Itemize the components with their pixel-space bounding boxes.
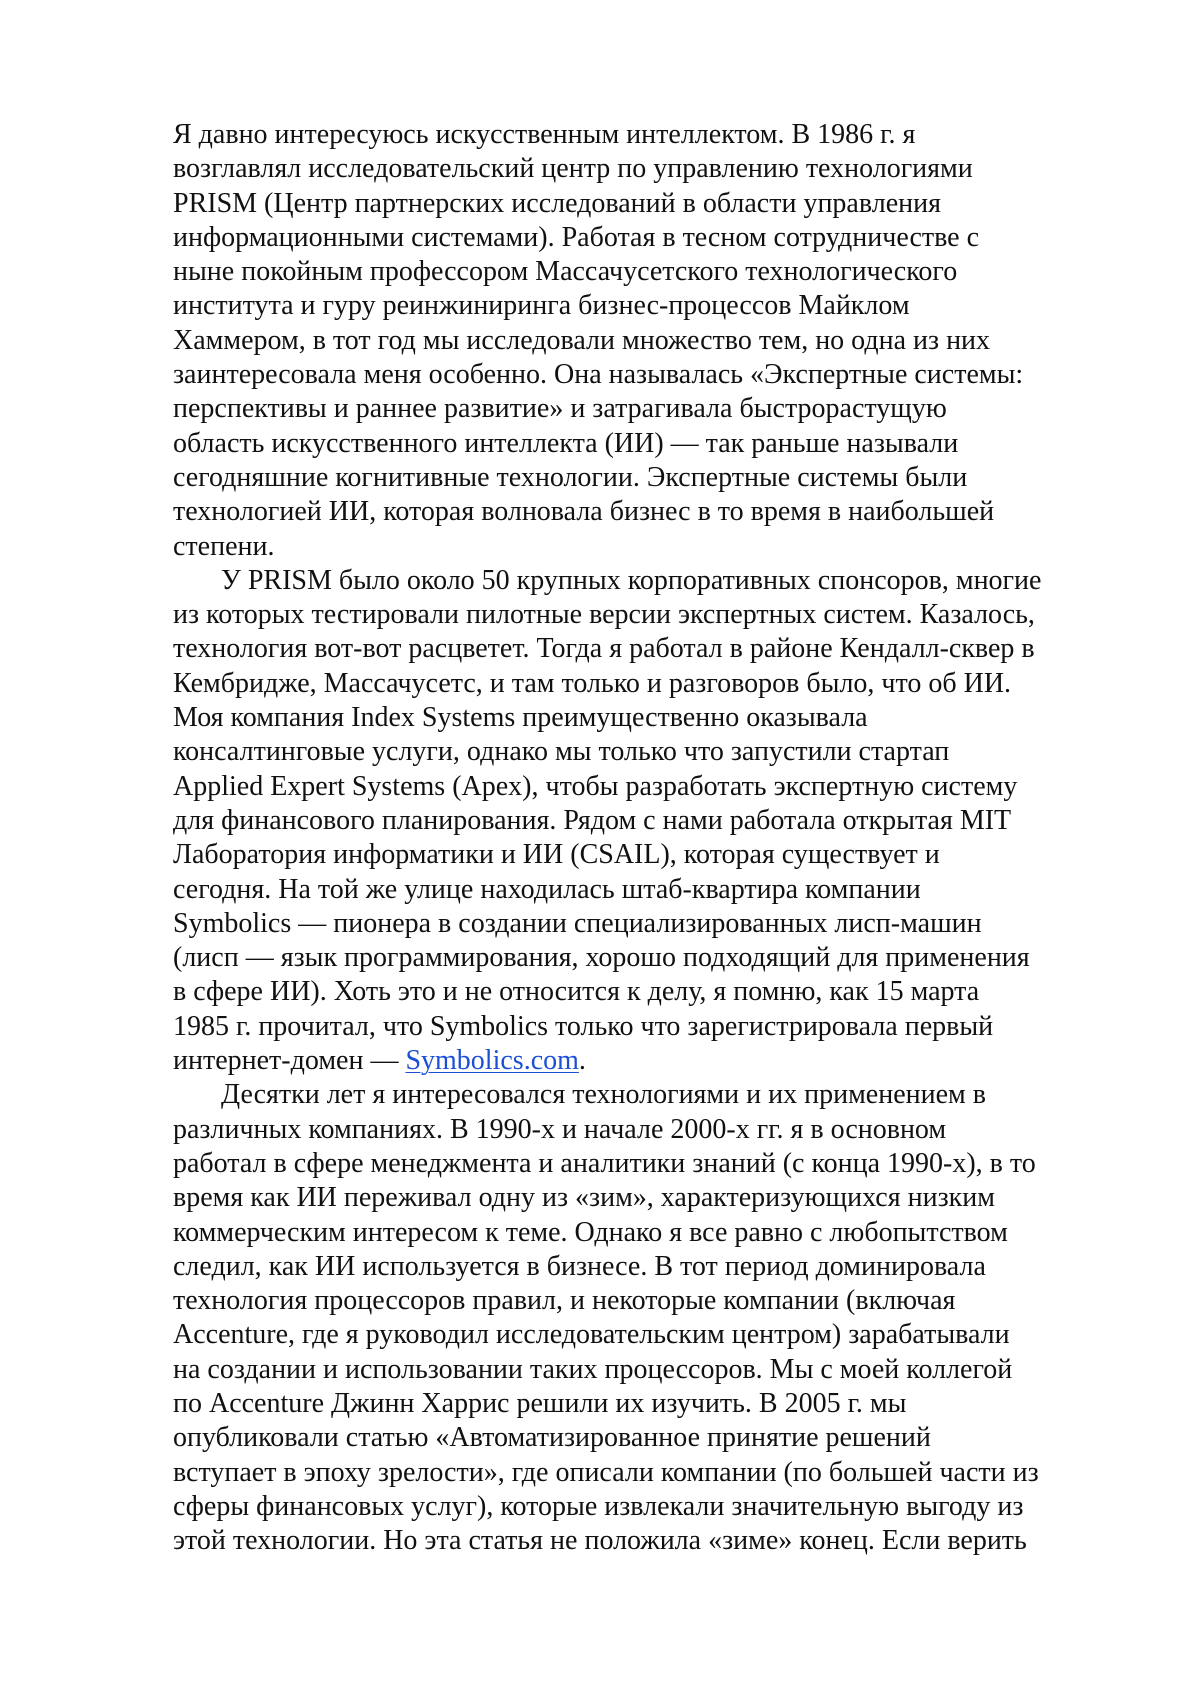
text-line: по Accenture Джинн Харрис решили их изучить. В 2005 г. мы bbox=[173, 1387, 907, 1419]
text-line: института и гуру реинжиниринга бизнес-процессов Майклом bbox=[173, 290, 910, 322]
paragraph-3 bbox=[173, 1078, 1123, 1558]
text-fragment: интернет-домен — bbox=[173, 1045, 406, 1077]
text-line: Моя компания Index Systems преимущественно оказывала bbox=[173, 702, 868, 734]
text-line: Кембридже, Массачусетс, и там только и разговоров было, что об ИИ. bbox=[173, 667, 1012, 699]
text-line: Я давно интересуюсь искусственным интеллектом. В 1986 г. я bbox=[173, 119, 916, 150]
text-line: Accenture, где я руководил исследовательским центром) зарабатывали bbox=[173, 1319, 1010, 1351]
text-fragment: . bbox=[578, 1045, 586, 1077]
symbolics-link[interactable]: Symbolics.com bbox=[405, 1045, 579, 1077]
text-line: Лаборатория информатики и ИИ (CSAIL), которая существует и bbox=[173, 839, 940, 871]
text-line: ныне покойным профессором Массачусетского технологического bbox=[173, 256, 958, 288]
text-line: работал в сфере менеджмента и аналитики знаний (с конца 1990-х), в то bbox=[173, 1147, 1036, 1179]
text-line: заинтересовала меня особенно. Она называлась «Экспертные системы: bbox=[173, 359, 1024, 391]
text-line: Symbolics — пионера в создании специализированных лисп-машин bbox=[173, 907, 982, 939]
text-line: сферы финансовых услуг), которые извлекали значительную выгоду из bbox=[173, 1490, 1024, 1522]
text-line: вступает в эпоху зрелости», где описали компании (по большей части из bbox=[173, 1456, 1039, 1488]
text-line: сегодняшние когнитивные технологии. Экспертные системы были bbox=[173, 461, 968, 493]
text-line: У PRISM было около 50 крупных корпоративных спонсоров, многие bbox=[221, 564, 1042, 596]
text-line: на создании и использовании таких процессоров. Мы с моей коллегой bbox=[173, 1353, 1013, 1385]
text-line: 1985 г. прочитал, что Symbolics только что зарегистрировала первый bbox=[173, 1010, 994, 1042]
text-line: информационными системами). Работая в тесном сотрудничестве с bbox=[173, 221, 980, 253]
text-line: Applied Expert Systems (Apex), чтобы разработать экспертную систему bbox=[173, 770, 1018, 802]
text-line: PRISM (Центр партнерских исследований в области управления bbox=[173, 187, 941, 219]
document-page bbox=[173, 118, 1123, 1558]
text-line bbox=[173, 1044, 1123, 1078]
text-line: Десятки лет я интересовался технологиями и их применением в bbox=[221, 1079, 986, 1111]
text-line: технология процессоров правил, и некоторые компании (включая bbox=[173, 1285, 956, 1317]
text-line: коммерческим интересом к теме. Однако я все равно с любопытством bbox=[173, 1216, 1008, 1248]
text-line: в сфере ИИ). Хоть это и не относится к делу, я помню, как 15 марта bbox=[173, 976, 980, 1008]
text-line: технология вот-вот расцветет. Тогда я работал в районе Кендалл-сквер в bbox=[173, 633, 1035, 665]
text-line: различных компаниях. В 1990-х и начале 2000-х гг. я в основном bbox=[173, 1113, 947, 1145]
text-line: перспективы и раннее развитие» и затрагивала быстрорастущую bbox=[173, 393, 947, 425]
text-line: степени. bbox=[173, 530, 275, 562]
text-line: опубликовали статью «Автоматизированное принятие решений bbox=[173, 1422, 931, 1454]
text-line: следил, как ИИ используется в бизнесе. В тот период доминировала bbox=[173, 1250, 986, 1282]
paragraph-2 bbox=[173, 564, 1123, 1078]
text-line: (лисп — язык программирования, хорошо подходящий для применения bbox=[173, 942, 1030, 974]
text-line: область искусственного интеллекта (ИИ) — так раньше называли bbox=[173, 427, 959, 459]
text-line: технологией ИИ, которая волновала бизнес в то время в наибольшей bbox=[173, 496, 995, 528]
text-line: для финансового планирования. Рядом с нами работала открытая MIT bbox=[173, 804, 1012, 836]
text-line: возглавлял исследовательский центр по управлению технологиями bbox=[173, 153, 973, 185]
text-line: этой технологии. Но эта статья не положила «зиме» конец. Если верить bbox=[173, 1525, 1027, 1557]
paragraph-1 bbox=[173, 118, 1123, 564]
text-line: сегодня. На той же улице находилась штаб-квартира компании bbox=[173, 873, 921, 905]
text-line: консалтинговые услуги, однако мы только что запустили стартап bbox=[173, 736, 950, 768]
text-line: из которых тестировали пилотные версии экспертных систем. Казалось, bbox=[173, 599, 1035, 631]
text-line: время как ИИ переживал одну из «зим», характеризующихся низким bbox=[173, 1182, 995, 1214]
text-line: Хаммером, в тот год мы исследовали множество тем, но одна из них bbox=[173, 324, 991, 356]
